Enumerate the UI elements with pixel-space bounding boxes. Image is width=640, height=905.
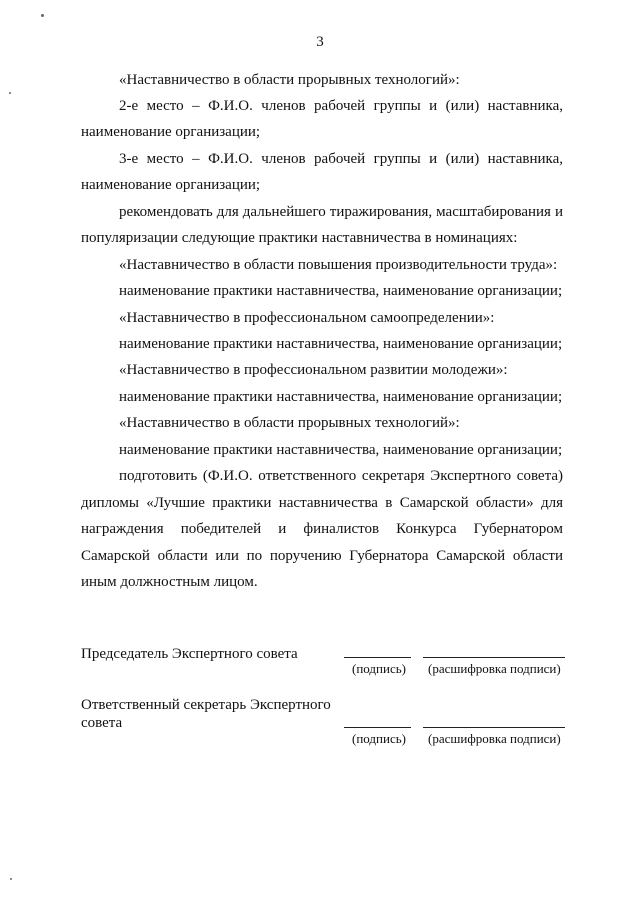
paragraph-line-14: «Наставничество в области прорывных технологий»: <box>119 415 460 431</box>
chair-decode-line <box>423 657 565 658</box>
paragraph-line-18: награждения победителей и финалистов Конкурса Губернатором <box>81 521 563 537</box>
secretary-sign-caption: (подпись) <box>352 731 406 746</box>
secretary-signature-line <box>344 727 411 728</box>
paragraph-line-1: «Наставничество в области прорывных технологий»: <box>119 72 460 88</box>
scan-speck <box>41 14 44 17</box>
paragraph-line-4: 3-е место – Ф.И.О. членов рабочей группы и (или) наставника, <box>119 151 563 167</box>
chair-signature-line <box>344 657 411 658</box>
paragraph-line-13: наименование практики наставничества, наименование организации; <box>119 389 563 405</box>
paragraph-line-3: наименование организации; <box>81 124 261 140</box>
secretary-decode-line <box>423 727 565 728</box>
page-number: 3 <box>316 34 324 50</box>
chair-sign-caption: (подпись) <box>352 661 406 676</box>
chair-label: Председатель Экспертного совета <box>81 646 298 662</box>
paragraph-line-16: подготовить (Ф.И.О. ответственного секретаря Экспертного совета) <box>119 468 563 484</box>
paragraph-line-7: популяризации следующие практики наставничества в номинациях: <box>81 230 518 246</box>
paragraph-line-17: дипломы «Лучшие практики наставничества в Самарской области» для <box>81 495 563 511</box>
paragraph-line-2: 2-е место – Ф.И.О. членов рабочей группы и (или) наставника, <box>119 98 563 114</box>
paragraph-line-20: иным должностным лицом. <box>81 574 258 590</box>
paragraph-line-5: наименование организации; <box>81 177 261 193</box>
paragraph-line-10: «Наставничество в профессиональном самоопределении»: <box>119 310 495 326</box>
secretary-label-line-2: совета <box>81 715 123 731</box>
chair-decode-caption: (расшифровка подписи) <box>428 661 561 676</box>
paragraph-line-12: «Наставничество в профессиональном развитии молодежи»: <box>119 362 508 378</box>
secretary-decode-caption: (расшифровка подписи) <box>428 731 561 746</box>
paragraph-line-19: Самарской области или по поручению Губернатора Самарской области <box>81 548 563 564</box>
secretary-label-line-1: Ответственный секретарь Экспертного <box>81 697 331 713</box>
scan-speck <box>10 878 12 880</box>
paragraph-line-15: наименование практики наставничества, наименование организации; <box>119 442 563 458</box>
paragraph-line-9: наименование практики наставничества, наименование организации; <box>119 283 563 299</box>
paragraph-line-8: «Наставничество в области повышения производительности труда»: <box>119 257 558 273</box>
paragraph-line-11: наименование практики наставничества, наименование организации; <box>119 336 563 352</box>
scan-speck <box>9 92 11 94</box>
paragraph-line-6: рекомендовать для дальнейшего тиражирования, масштабирования и <box>119 204 563 220</box>
